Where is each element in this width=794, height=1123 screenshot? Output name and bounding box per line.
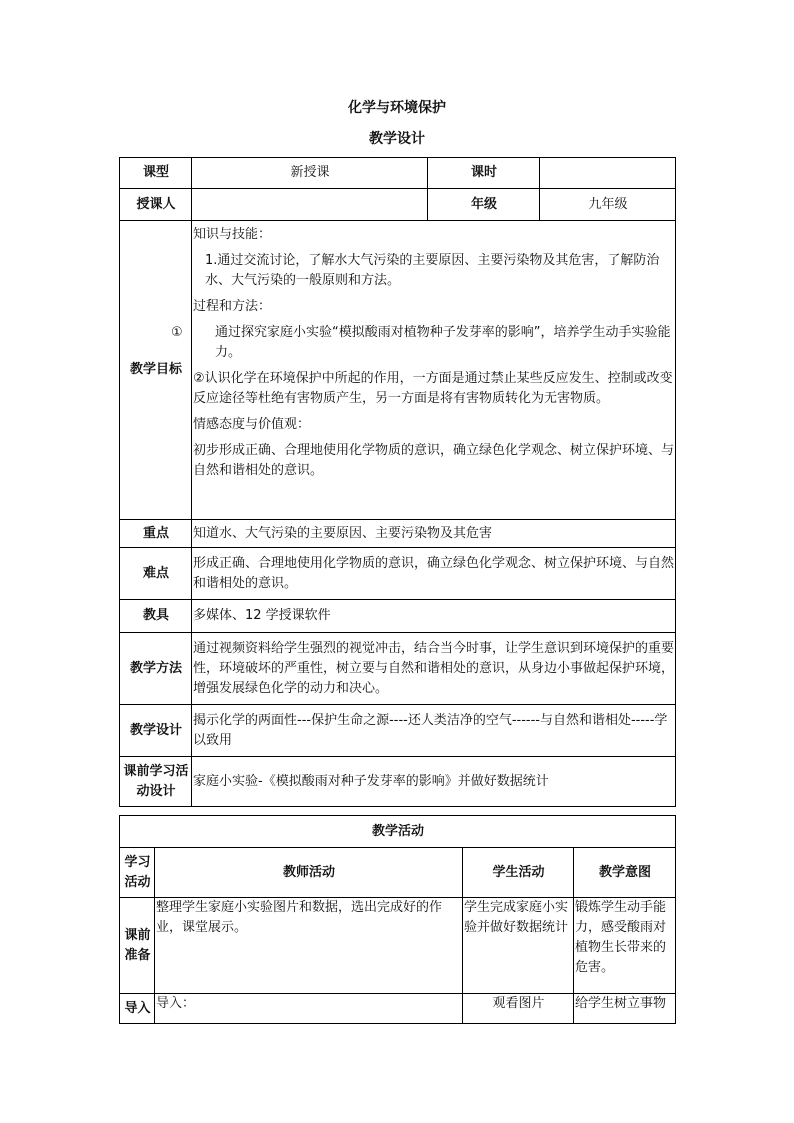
pre-class-activity-value: 家庭小实验-《模拟酸雨对种子发芽率的影响》并做好数据统计 <box>192 757 676 807</box>
circled-number-1: ① <box>171 325 183 340</box>
col-header-teaching-intent: 教学意图 <box>574 848 676 898</box>
col-header-stage: 学习活动 <box>120 848 155 898</box>
row-stage: 导入 <box>120 994 155 1024</box>
lesson-type-value: 新授课 <box>192 158 428 189</box>
row-student-activity: 学生完成家庭小实验并做好数据统计 <box>463 898 574 994</box>
emotion-heading: 情感态度与价值观： <box>193 417 311 432</box>
teaching-design-value: 揭示化学的两面性---保护生命之源----还人类洁净的空气------与自然和谐相处-----学以致用 <box>192 705 676 757</box>
teaching-design-label: 教学设计 <box>120 705 192 757</box>
difficulty-value: 形成正确、合理地使用化学物质的意识，确立绿色化学观念、树立保护环境、与自然和谐相处的意识。 <box>192 548 676 600</box>
row-teacher-activity: 整理学生家庭小实验图片和数据，选出完成好的作业，课堂展示。 <box>155 898 463 994</box>
teaching-tools-label: 教具 <box>120 600 192 633</box>
difficulty-label: 难点 <box>120 548 192 600</box>
table-row <box>120 994 676 1024</box>
class-hours-value <box>540 158 676 189</box>
row-teaching-intent: 给学生树立事物 <box>574 994 676 1024</box>
process-item-1 <box>171 323 675 363</box>
teacher-value <box>192 189 428 221</box>
objectives-label: 教学目标 <box>120 221 192 520</box>
class-hours-label: 课时 <box>428 158 540 189</box>
row-stage: 课前准备 <box>120 898 155 994</box>
process-item-1-text: 通过探究家庭小实验“模拟酸雨对植物种子发芽率的影响”，培养学生动手实验能力。 <box>215 325 671 360</box>
row-teaching-intent: 锻炼学生动手能力，感受酸雨对植物生长带来的危害。 <box>574 898 676 994</box>
col-header-teacher-activity: 教师活动 <box>155 848 463 898</box>
knowledge-heading: 知识与技能： <box>193 227 272 242</box>
table-row <box>120 898 676 994</box>
document-title: 化学与环境保护 <box>348 100 446 116</box>
pre-class-activity-label: 课前学习活动设计 <box>120 757 192 807</box>
process-heading: 过程和方法： <box>193 299 272 314</box>
teacher-label: 授课人 <box>120 189 192 221</box>
key-point-value: 知道水、大气污染的主要原因、主要污染物及其危害 <box>192 520 676 548</box>
grade-value: 九年级 <box>540 189 676 221</box>
lesson-info-table <box>119 157 676 807</box>
col-header-student-activity: 学生活动 <box>463 848 574 898</box>
key-point-label: 重点 <box>120 520 192 548</box>
lesson-type-label: 课型 <box>120 158 192 189</box>
activity-section-title: 教学活动 <box>120 816 676 848</box>
teaching-method-value: 通过视频资料给学生强烈的视觉冲击，结合当今时事，让学生意识到环境保护的重要性，环境破坏的严重性，树立要与自然和谐相处的意识，从身边小事做起保护环境，增强发展绿色化学的动力和决心。 <box>192 633 676 705</box>
row-teacher-activity: 导入： <box>155 994 463 1024</box>
teaching-method-label: 教学方法 <box>120 633 192 705</box>
teaching-tools-value: 多媒体、12 学授课软件 <box>192 600 676 633</box>
objectives-content <box>171 221 676 520</box>
grade-label: 年级 <box>428 189 540 221</box>
emotion-item: 初步形成正确、合理地使用化学物质的意识，确立绿色化学观念、树立保护环境、与自然和谐相处的意识。 <box>193 443 675 478</box>
teaching-activity-table <box>119 815 676 1024</box>
knowledge-item: 1.通过交流讨论，了解水大气污染的主要原因、主要污染物及其危害，了解防治水、大气污染的一般原则和方法。 <box>205 253 660 288</box>
process-item-2: ②认识化学在环境保护中所起的作用，一方面是通过禁止某些反应发生、控制或改变反应途径等杜绝有害物质产生，另一方面是将有害物质转化为无害物质。 <box>193 371 673 406</box>
row-student-activity: 观看图片 <box>463 994 574 1024</box>
document-subtitle: 教学设计 <box>369 131 425 147</box>
